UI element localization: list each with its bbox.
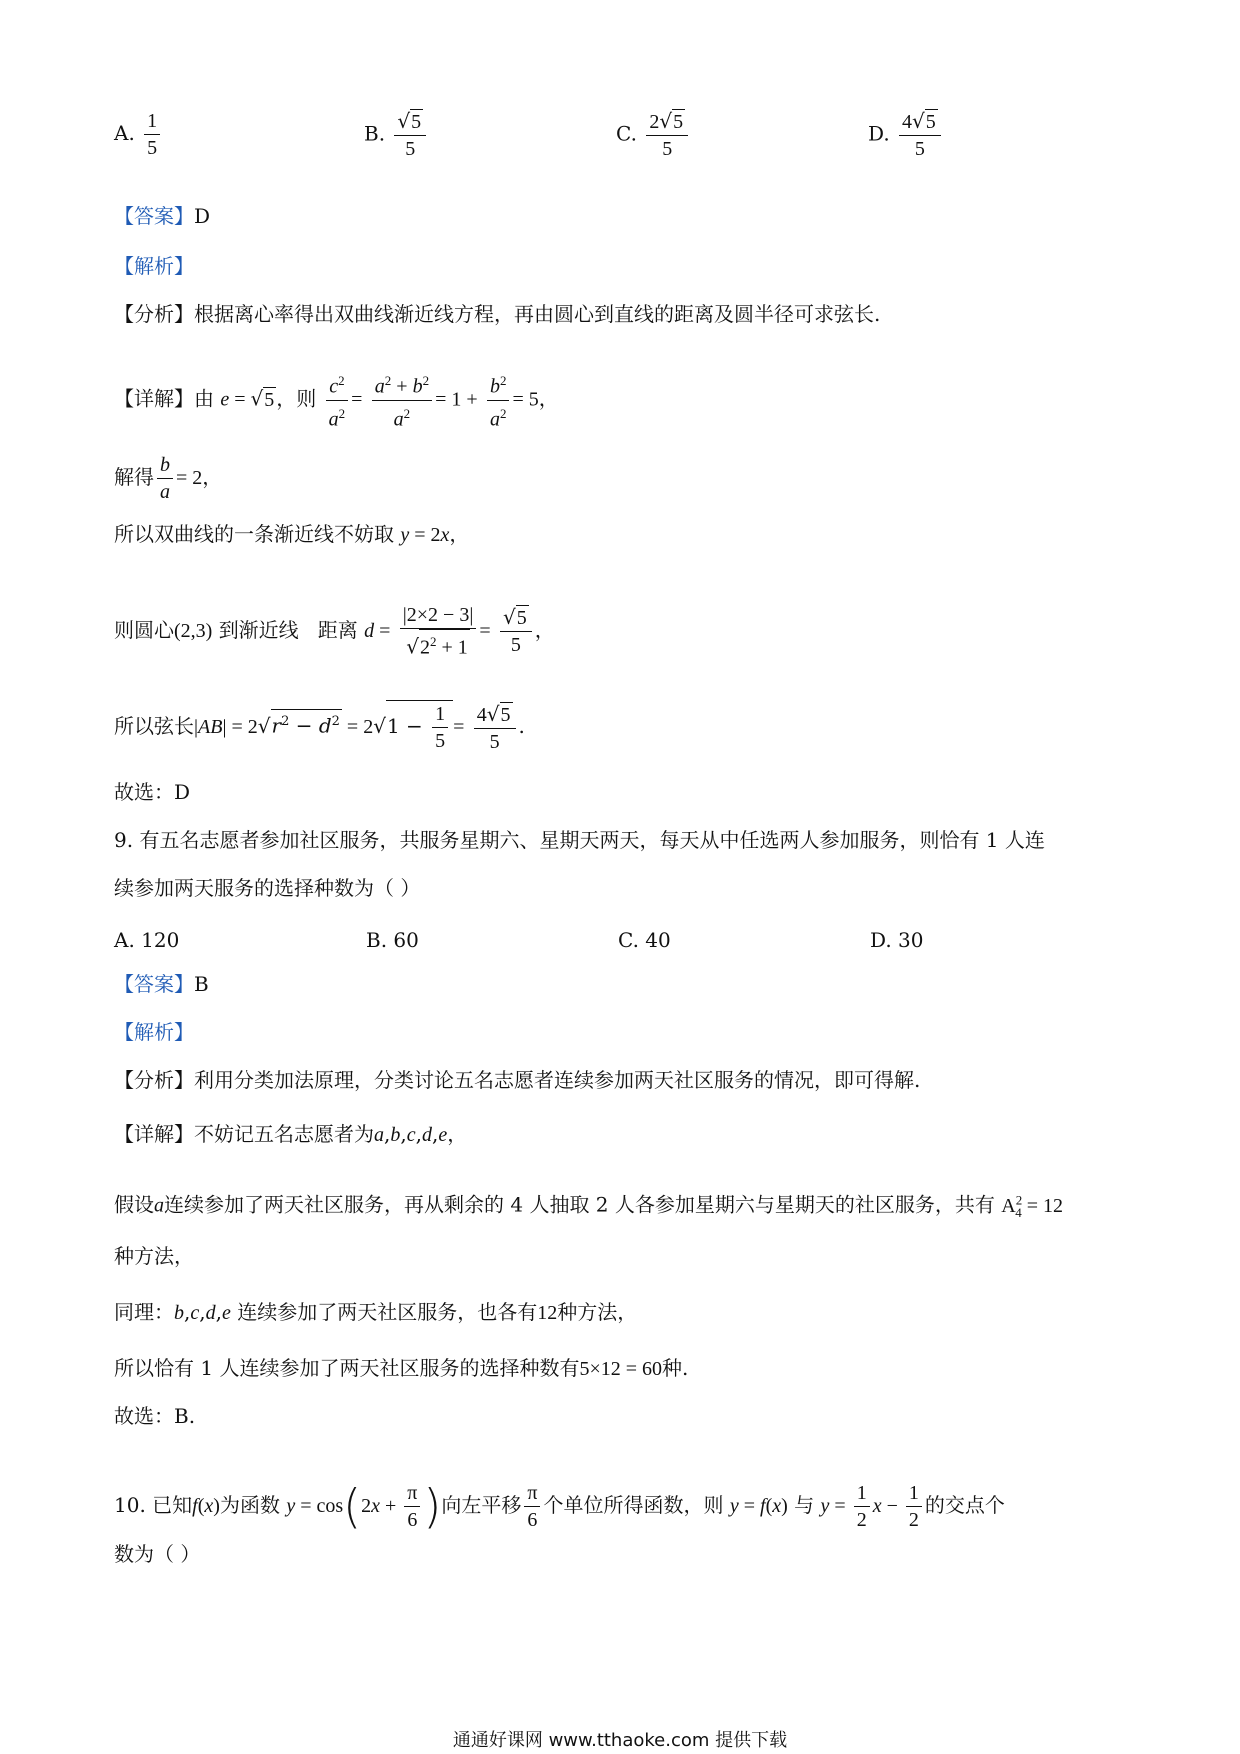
q9-option-d: D. 30 xyxy=(870,928,924,952)
q9-jiexi: 【解析】 xyxy=(114,1020,194,1044)
q9-fenxi: 【分析】利用分类加法原理，分类讨论五名志愿者连续参加两天社区服务的情况，即可得解. xyxy=(114,1068,921,1092)
q9-option-b: B. 60 xyxy=(366,928,419,952)
q9-guxuan: 故选：B. xyxy=(114,1404,196,1428)
q8-answer: 【答案】D xyxy=(114,204,211,228)
q9-xiangjie: 【详解】不妨记五名志愿者为a,b,c,d,e， xyxy=(114,1122,468,1146)
q9-same: 同理：b,c,d,e 连续参加了两天社区服务，也各有12种方法， xyxy=(114,1300,638,1324)
q8-guxuan: 故选：D xyxy=(114,780,191,804)
q9-assume: 假设a连续参加了两天社区服务，再从剩余的 4 人抽取 2 人各参加星期六与星期天的社区服务，共有 $A^2_4 = 12$ xyxy=(114,1192,1063,1220)
q8-xiangjie: 【详解】由 e = √5 ，则 $\frac{c^2}{a^2}$ = $\frac{a^2 + b^2}{a^2}$ = 1 + $\frac{b^2}{a^2}$ = 5， xyxy=(114,368,559,432)
q8-chord: 所以弦长$|AB| = 2√r^2 - d^2 = 2√1$ − $\frac{1}{5}$ = $\frac{4√5}{5}$ . xyxy=(114,701,525,753)
q9-stem-1: 9. 有五名志愿者参加社区服务，共服务星期六、星期天两天，每天从中任选两人参加服务，则恰有 1 人连 xyxy=(114,828,1045,852)
q10-stem-2: 数为（ ） xyxy=(114,1542,201,1566)
q8-option-d: D. $\frac{4√5}{5}$ xyxy=(868,108,944,162)
q8-fenxi: 【分析】根据离心率得出双曲线渐近线方程，再由圆心到直线的距离及圆半径可求弦长. xyxy=(114,302,881,326)
q9-answer: 【答案】B xyxy=(114,972,209,996)
q8-distance: 则圆心(2,3) 到渐近线 距离 d = $\frac{|2\times 2 - 3|}{√2^2 + 1}$ = $\frac{√5}{5}$ ， xyxy=(114,604,555,659)
page-footer: 通通好课网 www.tthaoke.com 提供下载 xyxy=(452,1730,788,1751)
q8-option-a: A. $\frac{1}{5}$ xyxy=(114,108,163,161)
q8-jiexi: 【解析】 xyxy=(114,254,194,278)
q9-total: 所以恰有 1 人连续参加了两天社区服务的选择种数有5×12 = 60种. xyxy=(114,1356,689,1380)
q8-option-b: B. $\frac{√5}{5}$ xyxy=(364,108,429,162)
q9-option-c: C. 40 xyxy=(618,928,671,952)
q8-solve: 解得 $\frac{b}{a}$ = 2， xyxy=(114,454,223,503)
q8-asymptote: 所以双曲线的一条渐近线不妨取 y = 2x， xyxy=(114,522,470,546)
q8-option-c: C. $\frac{2√5}{5}$ xyxy=(616,108,691,162)
q9-stem-2: 续参加两天服务的选择种数为（ ） xyxy=(114,876,421,900)
q9-assume-tail: 种方法， xyxy=(114,1244,194,1268)
q9-option-a: A. 120 xyxy=(114,928,180,952)
q10-stem-1: 10. 已知f(x)为函数 y = cos(2x + $\frac{\pi}{6}$ )向左平移 $\frac{\pi}{6}$ 个单位所得函数，则 y = f(x) 与 y = $\frac{1}{2}$ x − $\frac{1}{2}$ 的交点个 xyxy=(114,1479,1005,1534)
